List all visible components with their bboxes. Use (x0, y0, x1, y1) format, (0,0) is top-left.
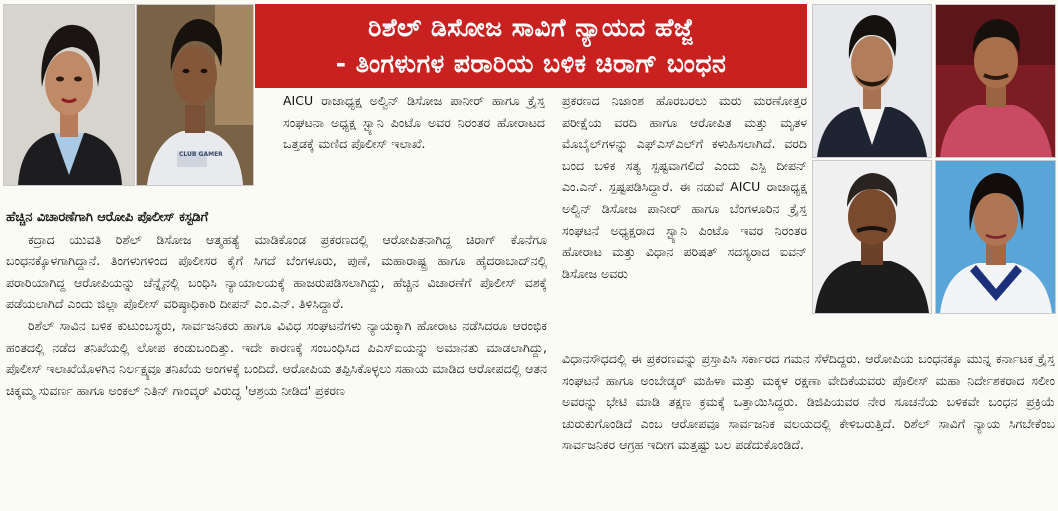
article-bottom-right (562, 348, 1055, 510)
article-intro-left (283, 90, 545, 206)
activist-photo-1 (812, 4, 932, 158)
right-column-paragraph: ಪ್ರಕರಣದ ನಿಜಾಂಶ ಹೊರಬರಲು ಮರು ಮರಣೋತ್ತರ ಪರೀಕ್ಷೆಯ ವರದಿ ಹಾಗೂ ಆರೋಪಿತ ಮತ್ತು ಮೃತಳ ಮೊಬೈಲ್‌ಗಳನ್ನು ಎಫ್‌ಎಸ್‌ಎಲ್‌ಗೆ ಕಳುಹಿಸಲಾಗಿದೆ. ವರದಿ ಬಂದ ಬಳಿಕ ಸತ್ಯ ಸ್ಪಷ್ಟವಾಗಲಿದೆ ಎಂದು ಎಸ್ಪಿ ದೀಪನ್ ಎಂ.ಎನ್. ಸ್ಪಷ್ಟಪಡಿಸಿದ್ದಾರೆ. ಈ ನಡುವೆ AICU ರಾಜಾಧ್ಯಕ್ಷ ಅಲ್ವಿನ್ ಡಿಸೋಜ ಪಾನೀರ್ ಹಾಗೂ ಬೆಂಗಳೂರಿನ ಕ್ರೈಸ್ತ ಸಂಘಟನೆ ಅಧ್ಯಕ್ಷರಾದ ಸ್ಟ್ಯಾನಿ ಪಿಂಟೊ ಇವರ ನಿರಂತರ ಹೋರಾಟ ಮತ್ತು ವಿಧಾನ ಪರಿಷತ್ ಸದಸ್ಯರಾದ ಐವನ್ ಡಿಸೋಜ ಅವರು (562, 93, 807, 281)
shirt-print-text: CLUB GAMER (179, 151, 223, 158)
article-main-left (6, 207, 547, 510)
bottom-right-paragraph: ವಿಧಾನಸೌಧದಲ್ಲಿ ಈ ಪ್ರಕರಣವನ್ನು ಪ್ರಸ್ತಾಪಿಸಿ ಸರ್ಕಾರದ ಗಮನ ಸೆಳೆದಿದ್ದರು. ಆರೋಪಿಯ ಬಂಧನಕ್ಕೂ ಮುನ್ನ ಕರ್ನಾಟಕ ಕ್ರೈಸ್ತ ಸಂಘಟನೆ ಹಾಗೂ ಅಂಬೇಡ್ಕರ್ ಮಹಿಳಾ ಮತ್ತು ಮಕ್ಕಳ ರಕ್ಷಣಾ ವೇದಿಕೆಯವರು ಪೊಲೀಸ್ ಮಹಾ ನಿರ್ದೇಶಕರಾದ ಸಲೀಂ ಅವರನ್ನು ಭೇಟಿ ಮಾಡಿ ತಕ್ಷಣ ಕ್ರಮಕ್ಕೆ ಒತ್ತಾಯಿಸಿದ್ದರು. ಡಿಜಿಪಿಯವರ ನೇರ ಸೂಚನೆಯ ಬಳಿಕವೇ ಬಂಧನ ಪ್ರಕ್ರಿಯೆ ಚುರುಕುಗೊಂಡಿದೆ ಎಂಬ ಆರೋಪವೂ ಸಾರ್ವಜನಿಕ ವಲಯದಲ್ಲಿ ಕೇಳಿಬರುತ್ತಿದೆ. ರಿಶೆಲ್ ಸಾವಿಗೆ ನ್ಯಾಯ ಸಿಗಬೇಕೆಂಬ ಸಾರ್ವಜನಿಕರ ಆಗ್ರಹ ಇದೀಗ ಮತ್ತಷ್ಟು ಬಲ ಪಡೆದುಕೊಂಡಿದೆ. (562, 351, 1055, 453)
headline-line-1: ರಿಶೆಲ್ ಡಿಸೋಜ ಸಾವಿಗೆ ನ್ಯಾಯದ ಹೆಜ್ಜೆ (368, 13, 694, 42)
activist-photo-3 (935, 160, 1056, 314)
mlc-photo (812, 160, 932, 314)
victim-photo (3, 4, 135, 186)
accused-photo (136, 4, 254, 186)
article-column-right (562, 90, 807, 347)
headline-banner (255, 4, 807, 88)
headline-line-2: - ತಿಂಗಳುಗಳ ಪರಾರಿಯ ಬಳಿಕ ಚಿರಾಗ್ ಬಂಧನ (335, 49, 727, 78)
article-paragraph-1: ಕದ್ರಾದ ಯುವತಿ ರಿಶೆಲ್ ಡಿಸೋಜ ಆತ್ಮಹತ್ಯೆ ಮಾಡಿಕೊಂಡ ಪ್ರಕರಣದಲ್ಲಿ ಆರೋಪಿತನಾಗಿದ್ದ ಚಿರಾಗ್ ಕೊನೆಗೂ ಬಂಧನಕ್ಕೊಳಗಾಗಿದ್ದಾನೆ. ತಿಂಗಳುಗಳಿಂದ ಪೊಲೀಸರ ಕೈಗೆ ಸಿಗದೆ ಬೆಂಗಳೂರು, ಪುಣೆ, ಮಹಾರಾಷ್ಟ್ರ ಹಾಗೂ ಹೈದರಾಬಾದ್‌ನಲ್ಲಿ ಪರಾರಿಯಾಗಿದ್ದ ಆರೋಪಿಯನ್ನು ಚೆನ್ನೈನಲ್ಲಿ ಬಂಧಿಸಿ ನ್ಯಾಯಾಲಯಕ್ಕೆ ಹಾಜರುಪಡಿಸಲಾಗಿದ್ದು, ಹೆಚ್ಚಿನ ವಿಚಾರಣೆಗೆ ಪೊಲೀಸ್ ವಶಕ್ಕೆ ಪಡೆಯಲಾಗಿದೆ ಎಂದು ಜಿಲ್ಲಾ ಪೊಲೀಸ್ ವರಿಷ್ಠಾಧಿಕಾರಿ ದೀಪನ್ ಎಂ.ಎನ್. ತಿಳಿಸಿದ್ದಾರೆ. (6, 231, 547, 312)
article-paragraph-2: ರಿಶೆಲ್ ಸಾವಿನ ಬಳಿಕ ಕುಟುಂಬಸ್ಥರು, ಸಾರ್ವಜನಿಕರು ಹಾಗೂ ವಿವಿಧ ಸಂಘಟನೆಗಳು ನ್ಯಾಯಕ್ಕಾಗಿ ಹೋರಾಟ ನಡೆಸಿದರೂ ಆರಂಭಿಕ ಹಂತದಲ್ಲಿ ನಡೆದ ತನಿಖೆಯಲ್ಲಿ ಲೋಪ ಕಂಡುಬಂದಿತ್ತು. ಇದೇ ಕಾರಣಕ್ಕೆ ಸಂಬಂಧಿಸಿದ ಪಿಎಸ್ಐಯನ್ನು ಅಮಾನತು ಮಾಡಲಾಗಿದ್ದು, ಪೊಲೀಸ್ ಇಲಾಖೆಯೊಳಗಿನ ನಿರ್ಲಕ್ಷ್ಯವೂ ತನಿಖೆಯ ಅಂಗಳಕ್ಕೆ ಬಂದಿದೆ. ಆರೋಪಿಯ ತಪ್ಪಿಸಿಕೊಳ್ಳಲು ಸಹಾಯ ಮಾಡಿದ ಆರೋಪದಲ್ಲಿ ಆತನ ಚಿಕ್ಕಮ್ಮ ಸುವರ್ಣ ಹಾಗೂ ಅಂಕಲ್ ನಿತಿನ್ ಗಾಂವ್ಕರ್ ವಿರುದ್ಧ 'ಆಶ್ರಯ ನೀಡಿದ' ಪ್ರಕರಣ (6, 317, 547, 398)
intro-paragraph: AICU ರಾಜಾಧ್ಯಕ್ಷ ಅಲ್ವಿನ್ ಡಿಸೋಜ ಪಾನೀರ್ ಹಾಗೂ ಕ್ರೈಸ್ತ ಸಂಘಟನಾ ಅಧ್ಯಕ್ಷ ಸ್ಟ್ಯಾನಿ ಪಿಂಟೊ ಅವರ ನಿರಂತರ ಹೋರಾಟದ ಒತ್ತಡಕ್ಕೆ ಮಣಿದ ಪೊಲೀಸ್ ಇಲಾಖೆ. (283, 93, 545, 152)
activist-photo-2 (935, 4, 1056, 158)
article-subheading: ಹೆಚ್ಚಿನ ವಿಚಾರಣೆಗಾಗಿ ಆರೋಪಿ ಪೊಲೀಸ್ ಕಸ್ಟಡಿಗೆ (6, 210, 209, 225)
